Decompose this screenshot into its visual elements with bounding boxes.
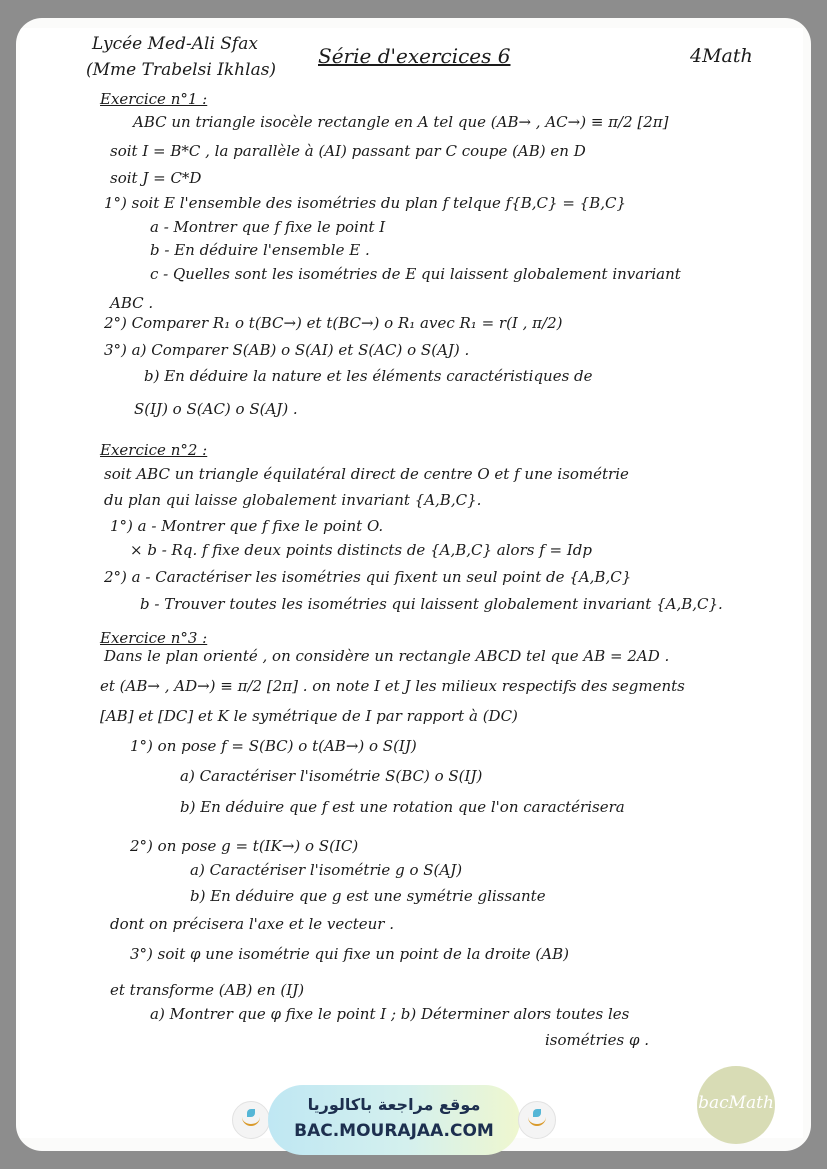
exercise-2-line: soit ABC un triangle équilatéral direct de centre O et f une isométrie: [104, 465, 629, 483]
exercise-2-line: du plan qui laisse globalement invariant {A,B,C}.: [104, 491, 482, 509]
exercise-3-line: dont on précisera l'axe et le vecteur .: [110, 915, 394, 933]
exercise-1-line: soit J = C*D: [110, 169, 202, 187]
exercise-3-line: 1°) on pose f = S(BC) o t(AB→) o S(IJ): [130, 737, 417, 755]
exercise-1-line: c - Quelles sont les isométries de E qui laissent globalement invariant: [150, 265, 681, 283]
site-banner[interactable]: [268, 1085, 520, 1155]
exercise-3-line: a) Caractériser l'isométrie S(BC) o S(IJ): [180, 767, 483, 785]
exercise-3-line: a) Montrer que φ fixe le point I ; b) Déterminer alors toutes les: [150, 1005, 630, 1023]
exercise-2-heading: Exercice n°2 :: [100, 441, 208, 459]
exercise-3-line: et (AB→ , AD→) ≡ π/2 [2π] . on note I et J les milieux respectifs des segments: [100, 677, 685, 695]
exercise-2-line: 1°) a - Montrer que f fixe le point O.: [110, 517, 384, 535]
class-level: 4Math: [690, 45, 753, 67]
badge-text: bacMath: [698, 1093, 774, 1113]
exercise-1-heading: Exercice n°1 :: [100, 90, 208, 108]
exercise-2-line: b - Trouver toutes les isométries qui laissent globalement invariant {A,B,C}.: [140, 595, 723, 613]
school-name: Lycée Med-Ali Sfax: [92, 34, 258, 54]
exercise-1-line: b - En déduire l'ensemble E .: [150, 241, 370, 259]
exercise-1-line: a - Montrer que f fixe le point I: [150, 218, 386, 236]
exercise-3-line: 2°) on pose g = t(IK→) o S(IC): [130, 837, 359, 855]
exercise-2-line: 2°) a - Caractériser les isométries qui fixent un seul point de {A,B,C}: [104, 568, 632, 586]
exercise-3-line: [AB] et [DC] et K le symétrique de I par rapport à (DC): [100, 707, 518, 725]
teacher-name: (Mme Trabelsi Ikhlas): [86, 60, 277, 80]
exercise-3-line: 3°) soit φ une isométrie qui fixe un point de la droite (AB): [130, 945, 569, 963]
site-url-link[interactable]: BAC.MOURAJAA.COM: [294, 1121, 494, 1141]
exercise-1-line: soit I = B*C , la parallèle à (AI) passant par C coupe (AB) en D: [110, 142, 586, 160]
exercise-3-heading: Exercice n°3 :: [100, 629, 208, 647]
exercise-3-line: isométries φ .: [545, 1031, 650, 1049]
site-name-arabic: موقع مراجعة باكالوريا: [307, 1095, 481, 1114]
exercise-2-line: × b - Rq. f fixe deux points distincts de {A,B,C} alors f = Idp: [130, 541, 592, 559]
exercise-3-line: a) Caractériser l'isométrie g o S(AJ): [190, 861, 463, 879]
page-title: Série d'exercices 6: [318, 44, 511, 68]
exercise-3-line: Dans le plan orienté , on considère un rectangle ABCD tel que AB = 2AD .: [104, 647, 670, 665]
exercise-1-line: 2°) Comparer R₁ o t(BC→) et t(BC→) o R₁ avec R₁ = r(I , π/2): [104, 314, 563, 332]
site-logo-left-icon: [232, 1101, 270, 1139]
exercise-1-line: ABC un triangle isocèle rectangle en A tel que (AB→ , AC→) ≡ π/2 [2π]: [133, 113, 669, 131]
exercise-1-line: 3°) a) Comparer S(AB) o S(AI) et S(AC) o S(AJ) .: [104, 341, 470, 359]
exercise-1-line: 1°) soit E l'ensemble des isométries du plan f telque f{B,C} = {B,C}: [104, 194, 627, 212]
exercise-3-line: et transforme (AB) en (IJ): [110, 981, 305, 999]
exercise-1-line: b) En déduire la nature et les éléments caractéristiques de: [144, 367, 593, 385]
bacmath-badge: [697, 1066, 775, 1144]
exercise-3-line: b) En déduire que g est une symétrie glissante: [190, 887, 546, 905]
exercise-3-line: b) En déduire que f est une rotation que l'on caractérisera: [180, 798, 625, 816]
exercise-1-line: ABC .: [110, 294, 154, 312]
site-logo-right-icon: [518, 1101, 556, 1139]
exercise-1-line: S(IJ) o S(AC) o S(AJ) .: [134, 400, 298, 418]
